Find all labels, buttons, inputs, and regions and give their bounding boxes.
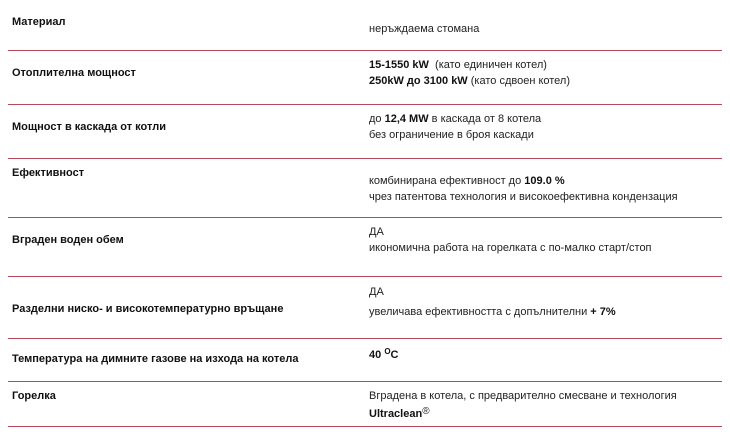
spec-value: Вградена в котела, с предварително смесване и технология Ultraclean® xyxy=(369,390,677,420)
spec-value: ДА увеличава ефективността с допълнителни + 7% xyxy=(369,286,616,318)
spec-row-heating-power xyxy=(8,51,722,105)
spec-row-separate-return xyxy=(8,277,722,339)
spec-row-cascade-power xyxy=(8,105,722,159)
spec-value: 15-1550 kW (като единичен котел) 250kW до 3100 kW (като сдвоен котел) xyxy=(369,59,571,87)
brand-name: Ultraclean xyxy=(369,408,423,420)
spec-label: Разделни ниско- и високотемпературно връщане xyxy=(12,303,284,315)
spec-label: Ефективност xyxy=(12,167,85,179)
temp-value: 40 xyxy=(369,349,382,361)
spec-row-burner xyxy=(8,382,722,427)
degree-symbol: O xyxy=(384,347,391,356)
spec-label: Горелка xyxy=(12,390,56,402)
spec-value: комбинирана ефективност до 109.0 % чрез патентова технология и високоефективна кондензация xyxy=(369,175,678,203)
spec-value: ДА икономична работа на горелката с по-малко старт/стоп xyxy=(369,226,652,254)
spec-row-efficiency xyxy=(8,159,722,218)
registered-mark: ® xyxy=(422,406,430,417)
spec-label: Температура на димните газове на изхода на котела xyxy=(12,353,299,365)
spec-value: неръждаема стомана xyxy=(369,23,480,35)
spec-label: Вграден воден обем xyxy=(12,234,124,246)
spec-label: Отоплителна мощност xyxy=(12,67,136,79)
spec-value: 40 $^O$C xyxy=(369,347,399,361)
spec-row-flue-gas-temp xyxy=(8,339,722,382)
spec-value: до 12,4 MW в каскада от 8 котела без ограничение в броя каскади xyxy=(369,113,542,141)
spec-row-material xyxy=(8,0,722,51)
spec-label: Материал xyxy=(12,16,66,28)
spec-row-water-volume xyxy=(8,218,722,277)
spec-label: Мощност в каскада от котли xyxy=(12,121,166,133)
